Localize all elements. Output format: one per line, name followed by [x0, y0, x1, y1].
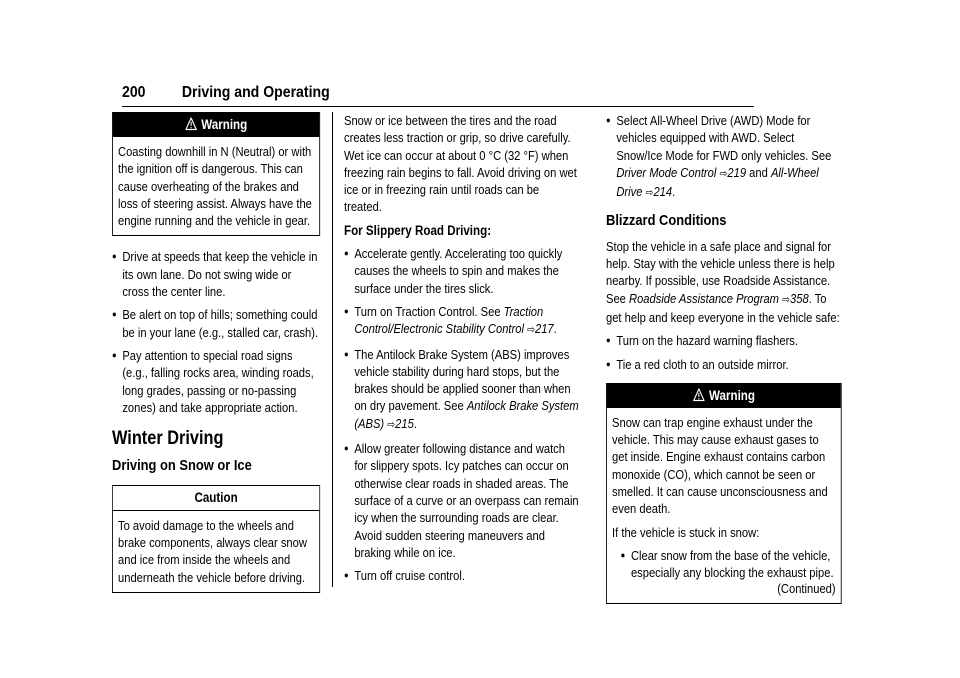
list-item: ● The Antilock Brake System (ABS) improves vehicle stability during hard stops, but the brakes should be applied sooner than when on dry pavement. See Antilock Brake System (ABS) ⇨215.	[344, 346, 579, 434]
page-ref-arrow-icon: ⇨	[387, 418, 396, 431]
stuck-snow-list	[612, 547, 836, 582]
page-ref[interactable]: 217	[535, 321, 554, 337]
link-all-wheel-drive[interactable]: All-Wheel Drive	[616, 164, 819, 200]
heading-slippery-road: For Slippery Road Driving:	[344, 222, 492, 238]
page-ref[interactable]: 214	[653, 184, 673, 200]
list-item: ● Turn off cruise control.	[344, 567, 579, 584]
page-ref[interactable]: 358	[790, 290, 809, 306]
warning-text: If the vehicle is stuck in snow:	[612, 524, 760, 540]
page-ref-arrow-icon: ⇨	[645, 187, 654, 200]
warning-text: Snow can trap engine exhaust under the vehicle. This may cause exhaust gases to get inside. Engine exhaust contains carbon monoxide (CO), which cannot be seen or smelled. It can cause unconsciousness and even death.	[612, 414, 828, 517]
heading-snow-ice: Driving on Snow or Ice	[112, 457, 252, 475]
warning-box-exhaust	[606, 383, 842, 604]
list-item: ● Select All-Wheel Drive (AWD) Mode for vehicles equipped with AWD. Select Snow/Ice Mode for FWD only vehicles. See Driver Mode Control ⇨219 and All-Wheel Drive ⇨214.	[606, 112, 842, 202]
awd-list	[606, 112, 842, 202]
heading-blizzard: Blizzard Conditions	[606, 212, 727, 230]
page-ref-arrow-icon: ⇨	[527, 324, 536, 337]
driving-tips-list	[112, 248, 320, 416]
column-1	[112, 112, 320, 605]
blizzard-text: Stop the vehicle in a safe place and signal for help. Stay with the vehicle unless there is help nearby. If possible, use Roadside Assistance. See Roadside Assistance Program ⇨358. To get help and keep everyone in the vehicle safe:	[606, 238, 840, 325]
link-abs[interactable]: Antilock Brake System (ABS)	[354, 398, 579, 431]
list-item: ● Pay attention to special road signs (e.g., falling rocks area, winding roads, long grades, passing or no-passing zones) and take appropriate action.	[112, 347, 320, 416]
link-driver-mode-control[interactable]: Driver Mode Control	[616, 164, 717, 180]
column-2	[344, 112, 579, 590]
page-number: 200	[122, 84, 146, 101]
column-divider	[332, 112, 333, 587]
list-item: ● Tie a red cloth to an outside mirror.	[606, 356, 842, 373]
page-ref[interactable]: 215	[395, 415, 414, 431]
warning-header	[113, 113, 319, 137]
warning-title: Warning	[201, 117, 248, 132]
page-header	[122, 82, 754, 107]
caution-box	[112, 485, 320, 593]
list-item: ● Accelerate gently. Accelerating too quickly causes the wheels to spin and makes the surface under the tires slick.	[344, 245, 579, 297]
slippery-road-list	[344, 245, 579, 584]
warning-header	[607, 384, 841, 408]
caution-header: Caution	[113, 486, 319, 511]
heading-winter-driving: Winter Driving	[112, 428, 224, 450]
blizzard-list	[606, 332, 842, 373]
warning-box-coasting	[112, 112, 320, 236]
list-item: ● Clear snow from the base of the vehicle, especially any blocking the exhaust pipe.	[612, 547, 836, 582]
section-title: Driving and Operating	[181, 84, 330, 101]
list-item: ● Allow greater following distance and watch for slippery spots. Icy patches can occur on otherwise clear roads in shaded areas. The surface of a curve or an overpass can remain icy when the surrounding roads are clear. Avoid sudden steering maneuvers and braking while on ice.	[344, 440, 579, 561]
snow-ice-intro: Snow or ice between the tires and the road creates less traction or grip, so drive carefully. Wet ice can occur at about 0 °C (32 °F) when freezing rain begins to fall. Avoid driving on wet ice or in freezing rain until roads can be treated.	[344, 113, 577, 215]
list-item: ● Turn on Traction Control. See Traction Control/Electronic Stability Control ⇨217.	[344, 303, 579, 340]
column-3	[606, 112, 842, 616]
link-roadside-assistance[interactable]: Roadside Assistance Program	[629, 290, 779, 306]
warning-text: Coasting downhill in N (Neutral) or with the ignition off is dangerous. This can cause overheating of the brakes and loss of steering assist. Always have the engine running and the vehicle in gear.	[118, 144, 312, 229]
warning-triangle-icon	[693, 388, 705, 402]
list-item: ● Drive at speeds that keep the vehicle in its own lane. Do not swing wide or cross the center line.	[112, 248, 320, 300]
link-traction-control[interactable]: Traction Control/Electronic Stability Control	[354, 303, 544, 337]
warning-triangle-icon	[185, 117, 197, 131]
page-ref-arrow-icon: ⇨	[782, 293, 791, 306]
page-ref[interactable]: 219	[727, 164, 747, 180]
list-item: ● Turn on the hazard warning flashers.	[606, 332, 842, 349]
warning-title: Warning	[708, 387, 755, 403]
page-ref-arrow-icon: ⇨	[719, 167, 728, 180]
list-item: ● Be alert on top of hills; something could be in your lane (e.g., stalled car, crash).	[112, 306, 320, 341]
continued-label: (Continued)	[777, 580, 836, 596]
caution-text: To avoid damage to the wheels and brake components, always clear snow and ice from inside the wheels and underneath the vehicle before driving.	[118, 517, 307, 585]
